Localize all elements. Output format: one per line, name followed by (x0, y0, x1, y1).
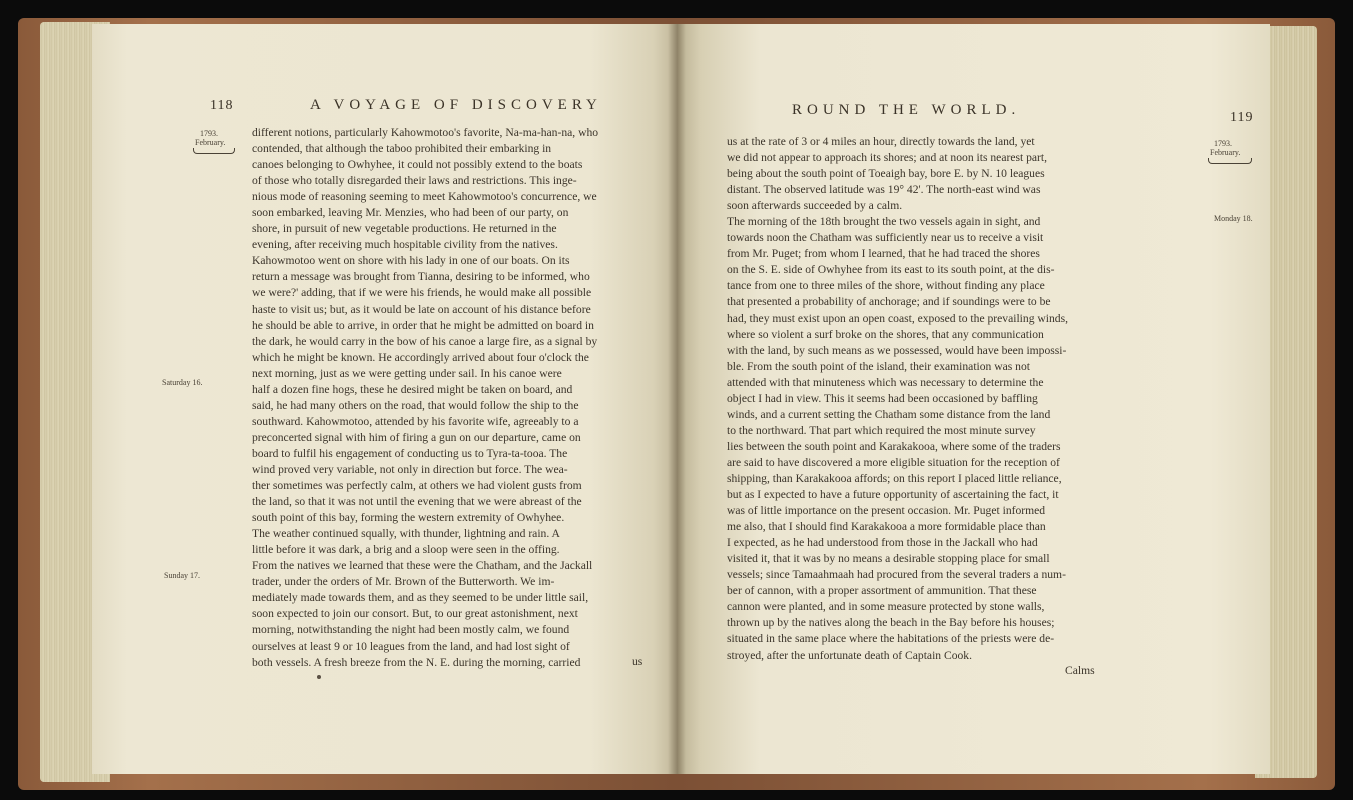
text-line: situated in the same place where the habitations of the priests were de- (727, 632, 1055, 646)
text-line: of those who totally disregarded their laws and restrictions. This inge- (252, 174, 577, 188)
text-line: morning, notwithstanding the night had been mostly calm, we found (252, 623, 570, 637)
text-line: we did not appear to approach its shores; and at noon its nearest part, (727, 151, 1048, 165)
text-line: from Mr. Puget; from whom I learned, that he had traced the shores (727, 247, 1040, 261)
text-line: the dark, he would carry in the bow of his canoe a large fire, as a signal by (252, 334, 598, 348)
text-line: different notions, particularly Kahowmotoo's favorite, Na-ma-han-na, who (252, 126, 599, 139)
text-line: return a message was brought from Tianna, desiring to be informed, who (252, 270, 590, 284)
text-line: we were?' adding, that if we were his friends, he would make all possible (252, 286, 592, 300)
text-line: me also, that I should find Karakakooa a more formidable place than (727, 520, 1046, 534)
left-running-head: A VOYAGE OF DISCOVERY (310, 97, 602, 113)
text-line: vessels; since Tamaahmaah had procured from the several traders a num- (727, 568, 1066, 582)
right-body-text (727, 134, 1202, 664)
text-line: shipping, than Karakakooa affords; on this report I placed little reliance, (727, 471, 1062, 485)
side-note-monday: Monday 18. (1214, 214, 1253, 223)
text-line: distant. The observed latitude was 19° 42'. The north-east wind was (727, 183, 1041, 197)
text-line: canoes belonging to Owhyhee, it could not possibly extend to the boats (252, 158, 583, 172)
text-line: I expected, as he had understood from those in the Jackall who had (727, 536, 1038, 550)
right-catchword: Calms (1065, 664, 1095, 677)
text-line: southward. Kahowmotoo, attended by his favorite wife, agreeably to a (252, 414, 579, 428)
text-line: ber of cannon, with a proper assortment of ammunition. That these (727, 584, 1037, 598)
right-margin-month: February. (1210, 148, 1241, 157)
text-line: preconcerted signal with him of firing a gun on our departure, came on (252, 430, 581, 444)
text-line: he should be able to arrive, in order that he might be admitted on board in (252, 318, 594, 332)
text-line: shore, in pursuit of new vegetable productions. He returned in the (252, 222, 557, 236)
ink-mark (317, 675, 321, 679)
left-margin-month: February. (195, 138, 226, 147)
text-line: said, he had many others on the road, that would follow the ship to the (252, 398, 579, 412)
text-line: board to fulfil his engagement of conducting us to Tyra-ta-tooa. The (252, 446, 568, 460)
text-line: that presented a probability of anchorage; and if soundings were to be (727, 295, 1051, 309)
left-catchword: us (632, 655, 643, 668)
text-line: both vessels. A fresh breeze from the N. E. during the morning, carried (252, 655, 581, 669)
text-line: haste to visit us; but, as it would be late on account of his distance before (252, 302, 591, 316)
text-line: attended with that minuteness which was necessary to determine the (727, 375, 1044, 389)
text-line: being about the south point of Toeaigh bay, bore E. by N. 10 leagues (727, 167, 1045, 181)
text-line: but as I expected to have a future opportunity of ascertaining the fact, it (727, 488, 1059, 502)
text-line: ourselves at least 9 or 10 leagues from the land, and had lost sight of (252, 639, 570, 653)
right-margin-brace (1208, 158, 1252, 164)
left-body-text (252, 125, 667, 671)
text-line: contended, that although the taboo prohibited their embarking in (252, 142, 552, 156)
left-page-number: 118 (210, 98, 234, 113)
side-note-sunday: Sunday 17. (164, 571, 200, 580)
right-margin-year: 1793. (1214, 139, 1232, 148)
text-line: where so violent a surf broke on the shores, that any communication (727, 327, 1044, 341)
side-note-saturday: Saturday 16. (162, 378, 203, 387)
text-line: are said to have discovered a more eligible situation for the reception of (727, 455, 1060, 469)
text-line: evening, after receiving much hospitable civility from the natives. (252, 238, 558, 252)
text-line: which he might be known. He accordingly arrived about four o'clock the (252, 350, 589, 364)
text-line: had, they must exist upon an open coast, exposed to the prevailing winds, (727, 311, 1068, 325)
text-line: was of little importance on the present occasion. Mr. Puget informed (727, 504, 1046, 518)
text-line: little before it was dark, a brig and a sloop were seen in the offing. (252, 543, 560, 557)
right-running-head: ROUND THE WORLD. (792, 102, 1021, 118)
text-line: soon afterwards succeeded by a calm. (727, 199, 903, 213)
left-margin-brace (193, 148, 235, 154)
text-line: winds, and a current setting the Chatham some distance from the land (727, 407, 1051, 421)
right-page (677, 24, 1270, 774)
text-line: soon expected to join our consort. But, to our great astonishment, next (252, 607, 578, 621)
right-page-number: 119 (1230, 110, 1254, 125)
text-line: From the natives we learned that these were the Chatham, and the Jackall (252, 559, 593, 573)
text-line: The morning of the 18th brought the two vessels again in sight, and (727, 215, 1041, 229)
text-line: lies between the south point and Karakakooa, where some of the traders (727, 439, 1061, 453)
text-line: south point of this bay, forming the western extremity of Owhyhee. (252, 511, 565, 525)
text-line: with the land, by such means as we possessed, would have been impossi- (727, 343, 1067, 357)
text-line: the land, so that it was not until the evening that we were abreast of the (252, 495, 582, 509)
text-line: half a dozen fine hogs, these he desired might be taken on board, and (252, 382, 573, 396)
text-line: trader, under the orders of Mr. Brown of the Butterworth. We im- (252, 575, 555, 589)
text-line: on the S. E. side of Owhyhee from its east to its south point, at the dis- (727, 263, 1055, 277)
text-line: next morning, just as we were getting under sail. In his canoe were (252, 366, 562, 380)
text-line: visited it, that it was by no means a desirable stopping place for small (727, 552, 1050, 566)
text-line: thrown up by the natives along the beach in the Bay before his houses; (727, 616, 1055, 630)
text-line: stroyed, after the unfortunate death of Captain Cook. (727, 648, 973, 662)
text-line: Kahowmotoo went on shore with his lady in one of our boats. On its (252, 254, 570, 268)
text-line: cannon were planted, and in some measure protected by stone walls, (727, 600, 1045, 614)
book-gutter (668, 24, 686, 774)
text-line: The weather continued squally, with thunder, lightning and rain. A (252, 527, 560, 541)
text-line: us at the rate of 3 or 4 miles an hour, directly towards the land, yet (727, 135, 1035, 148)
text-line: tance from one to three miles of the shore, without finding any place (727, 279, 1045, 293)
left-margin-year: 1793. (200, 129, 218, 138)
left-page (92, 24, 677, 774)
text-line: mediately made towards them, and as they seemed to be under little sail, (252, 591, 589, 605)
text-line: towards noon the Chatham was sufficiently near us to receive a visit (727, 231, 1044, 245)
text-line: object I had in view. This it seems had been occasioned by baffling (727, 391, 1038, 405)
text-line: soon embarked, leaving Mr. Menzies, who had been of our party, on (252, 206, 569, 220)
text-line: ble. From the south point of the island, their examination was not (727, 359, 1030, 373)
text-line: ther sometimes was perfectly calm, at others we had violent gusts from (252, 479, 582, 493)
text-line: wind proved very variable, not only in direction but force. The wea- (252, 462, 568, 476)
text-line: nious mode of reasoning seeming to meet Kahowmotoo's concurrence, we (252, 190, 597, 204)
text-line: to the northward. That part which required the most minute survey (727, 423, 1036, 437)
